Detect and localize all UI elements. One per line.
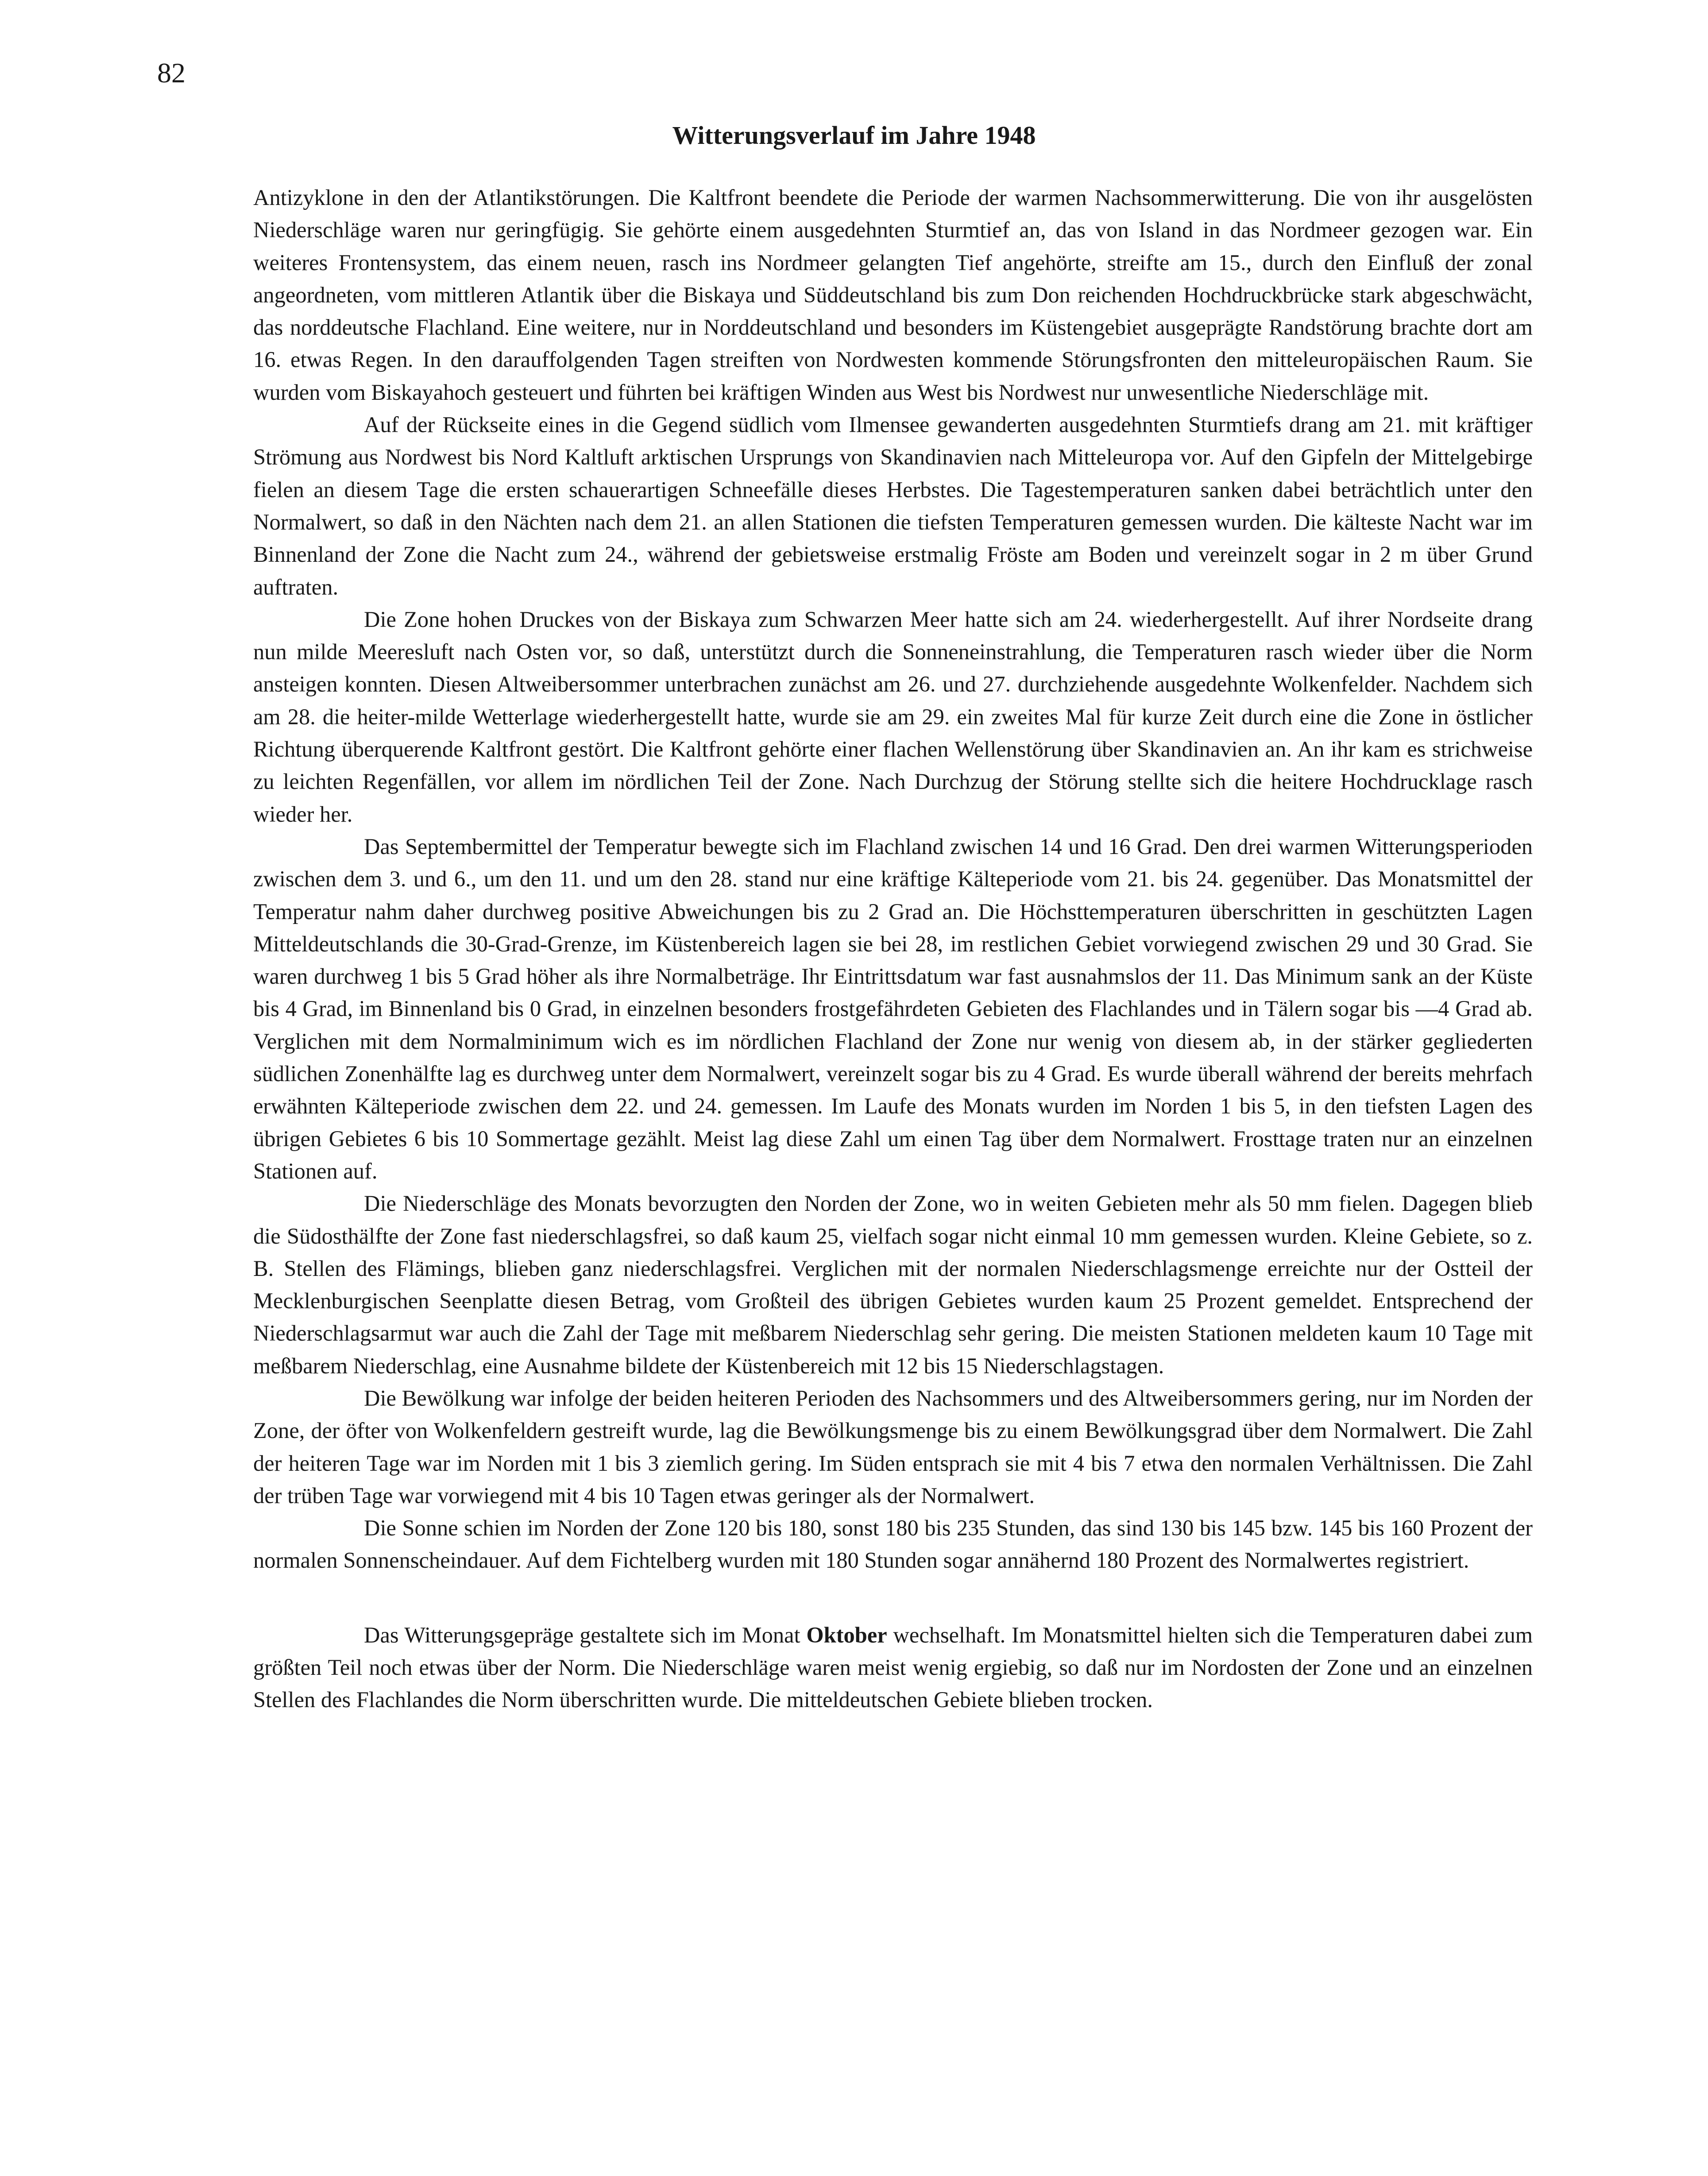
paragraph-october: [253, 1619, 1533, 1716]
october-text-start: Das Witterungsgepräge gestaltete sich im Monat: [364, 1622, 807, 1647]
paragraph-cold-air: Auf der Rückseite eines in die Gegend südlich vom Ilmensee gewanderten ausgedehnten Sturmtiefs drang am 21. mit kräftiger Strömung aus Nordwest bis Nord Kaltluft arktischen Ursprungs von Skandinavien nach Mitteleuropa vor. Auf den Gipfeln der Mittelgebirge fielen an diesem Tage die ersten schauerartigen Schneefälle dieses Herbstes. Die Tagestemperaturen sanken dabei beträchtlich unter den Normalwert, so daß in den Nächten nach dem 21. an allen Stationen die tiefsten Temperaturen gemessen wurden. Die kälteste Nacht war im Binnenland der Zone die Nacht zum 24., während der gebietsweise erstmalig Fröste am Boden und vereinzelt sogar in 2 m über Grund auftraten.: [253, 412, 1533, 599]
paragraph-temperature: Das Septembermittel der Temperatur bewegte sich im Flachland zwischen 14 und 16 Grad. Den drei warmen Witterungsperioden zwischen dem 3. und 6., um den 11. und um den 28. stand nur eine kräftige Kälteperiode vom 21. bis 24. gegenüber. Das Monatsmittel der Temperatur nahm daher durchweg positive Abweichungen bis zu 2 Grad an. Die Höchsttemperaturen überschritten in geschützten Lagen Mitteldeutschlands die 30-Grad-Grenze, im Küstenbereich lagen sie bei 28, im restlichen Gebiet vorwiegend zwischen 29 und 30 Grad. Sie waren durchweg 1 bis 5 Grad höher als ihre Normalbeträge. Ihr Eintrittsdatum war fast ausnahmslos der 11. Das Minimum sank an der Küste bis 4 Grad, im Binnenland bis 0 Grad, in einzelnen besonders frostgefährdeten Gebieten des Flachlandes und in Tälern sogar bis —4 Grad ab. Verglichen mit dem Normalminimum wich es im nördlichen Flachland der Zone nur wenig von diesem ab, in der stärker gegliederten südlichen Zonenhälfte lag es durchweg unter dem Normalwert, vereinzelt sogar bis zu 4 Grad. Es wurde überall während der bereits mehrfach erwähnten Kälteperiode zwischen dem 22. und 24. gemessen. Im Laufe des Monats wurden im Norden 1 bis 5, in den tiefsten Lagen des übrigen Gebietes 6 bis 10 Sommertage gezählt. Meist lag diese Zahl um einen Tag über dem Normalwert. Frosttage traten nur an einzelnen Stationen auf.: [253, 834, 1533, 1183]
paragraph-continuation: Antizyklone in den der Atlantikstörungen. Die Kaltfront beendete die Periode der warmen Nachsommerwitterung. Die von ihr ausgelösten Niederschläge waren nur geringfügig. Sie gehörte einem ausgedehnten Sturmtief an, das von Island in das Nordmeer gezogen war. Ein weiteres Frontensystem, das einem neuen, rasch ins Nordmeer gelangten Tief angehörte, streifte am 15., durch den Einfluß der zonal angeordneten, vom mittleren Atlantik über die Biskaya und Süddeutschland bis zum Don reichenden Hochdruckbrücke stark abgeschwächt, das norddeutsche Flachland. Eine weitere, nur in Norddeutschland und besonders im Küstengebiet ausgeprägte Randstörung brachte dort am 16. etwas Regen. In den darauffolgenden Tagen streiften von Nordwesten kommende Störungsfronten den mitteleuropäischen Raum. Sie wurden vom Biskayahoch gesteuert und führten bei kräftigen Winden aus West bis Nordwest nur unwesentliche Niederschläge mit.: [253, 185, 1533, 405]
body-text: [253, 182, 1533, 1716]
october-text-end: wechselhaft. Im Monatsmittel hielten sich die Temperaturen dabei zum größten Teil noch etwas über der Norm. Die Niederschläge waren meist wenig ergiebig, so daß nur im Nordosten der Zone und an einzelnen Stellen des Flachlandes die Norm überschritten wurde. Die mitteldeutschen Gebiete blieben trocken.: [253, 1622, 1533, 1712]
page-title: Witterungsverlauf im Jahre 1948: [672, 121, 1036, 150]
paragraph-cloudiness: Die Bewölkung war infolge der beiden heiteren Perioden des Nachsommers und des Altweibersommers gering, nur im Norden der Zone, der öfter von Wolkenfeldern gestreift wurde, lag die Bewölkungsmenge bis zu einem Bewölkungsgrad über dem Normalwert. Die Zahl der heiteren Tage war im Norden mit 1 bis 3 ziemlich gering. Im Süden entsprach sie mit 4 bis 7 etwa den normalen Verhältnissen. Die Zahl der trüben Tage war vorwiegend mit 4 bis 10 Tagen etwas geringer als der Normalwert.: [253, 1385, 1533, 1508]
paragraph-high-pressure: Die Zone hohen Druckes von der Biskaya zum Schwarzen Meer hatte sich am 24. wiederhergestellt. Auf ihrer Nordseite drang nun milde Meeresluft nach Osten vor, so daß, unterstützt durch die Sonneneinstrahlung, die Temperaturen rasch wieder über die Norm ansteigen konnten. Diesen Altweibersommer unterbrachen zunächst am 26. und 27. durchziehende ausgedehnte Wolkenfelder. Nachdem sich am 28. die heiter-milde Wetterlage wiederhergestellt hatte, wurde sie am 29. ein zweites Mal für kurze Zeit durch eine die Zone in östlicher Richtung überquerende Kaltfront gestört. Die Kaltfront gehörte einer flachen Wellenstörung über Skandinavien an. An ihr kam es strichweise zu leichten Regenfällen, vor allem im nördlichen Teil der Zone. Nach Durchzug der Störung stellte sich die heitere Hochdrucklage rasch wieder her.: [253, 607, 1533, 827]
paragraph-precipitation: Die Niederschläge des Monats bevorzugten den Norden der Zone, wo in weiten Gebieten mehr als 50 mm fielen. Dagegen blieb die Südosthälfte der Zone fast niederschlagsfrei, so daß kaum 25, vielfach sogar nicht einmal 10 mm gemessen wurden. Kleine Gebiete, so z. B. Stellen des Flämings, blieben ganz niederschlagsfrei. Verglichen mit der normalen Niederschlagsmenge erreichte nur der Ostteil der Mecklenburgischen Seenplatte diesen Betrag, vom Großteil des übrigen Gebietes wurden kaum 25 Prozent gemeldet. Entsprechend der Niederschlagsarmut war auch die Zahl der Tage mit meßbarem Niederschlag sehr gering. Die meisten Stationen meldeten kaum 10 Tage mit meßbarem Niederschlag, eine Ausnahme bildete der Küstenbereich mit 12 bis 15 Niederschlagstagen.: [253, 1191, 1533, 1378]
page-number: 82: [157, 57, 185, 89]
month-name: Oktober: [806, 1622, 887, 1647]
paragraph-sunshine: Die Sonne schien im Norden der Zone 120 bis 180, sonst 180 bis 235 Stunden, das sind 130 bis 145 bzw. 145 bis 160 Prozent der normalen Sonnenscheindauer. Auf dem Fichtelberg wurden mit 180 Stunden sogar annähernd 180 Prozent des Normalwertes registriert.: [253, 1515, 1533, 1573]
